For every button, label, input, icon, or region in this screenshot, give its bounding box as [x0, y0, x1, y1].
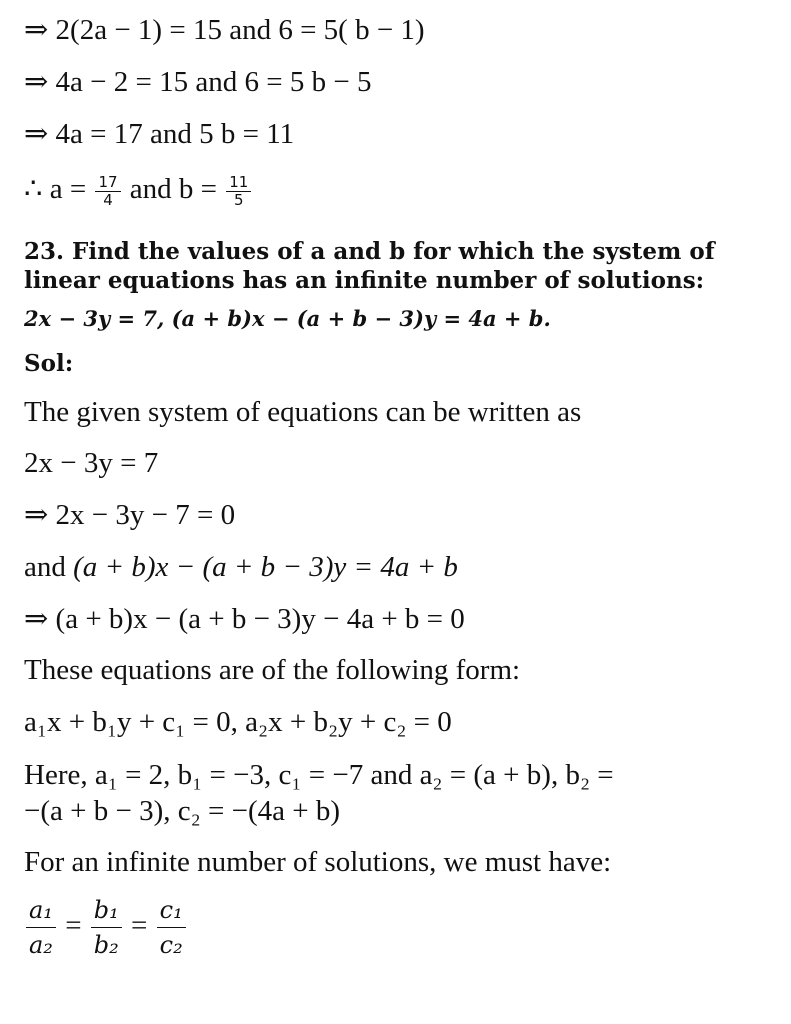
ratio-equation — [24, 897, 188, 959]
fraction-b-numerator: 11 — [226, 174, 251, 192]
result-mid: and b = — [129, 173, 218, 205]
ratio-a — [26, 897, 56, 959]
ratio-c-numerator: c₁ — [157, 897, 186, 928]
question-equation: 2x − 3y = 7, (a + b)x − (a + b − 3)y = 4a + b. — [24, 306, 551, 331]
ratio-c — [157, 897, 186, 959]
fraction-a — [95, 174, 120, 208]
equation-2-rearranged: ⇒ (a + b)x − (a + b − 3)y − 4a + b = 0 — [24, 603, 465, 635]
condition-text: For an infinite number of solutions, we must have: — [24, 846, 612, 878]
equation-2-expression: (a + b)x − (a + b − 3)y = 4a + b — [73, 551, 458, 583]
step-line-1: ⇒ 2(2a − 1) = 15 and 6 = 5( b − 1) — [24, 14, 425, 46]
form-text: These equations are of the following form: — [24, 654, 521, 686]
equation-2-prefix: and — [24, 551, 66, 583]
general-form: a₁x + b₁y + c₁ = 0, a₂x + b₂y + c₂ = 0 — [24, 706, 452, 738]
ratio-b-denominator: b₂ — [93, 931, 119, 960]
question-text: 23. Find the values of a and b for which the system of linear equations has an infinite number of solutions: — [24, 238, 715, 294]
solution-intro: The given system of equations can be written as — [24, 396, 582, 428]
ratio-b — [91, 897, 122, 959]
fraction-b-denominator: 5 — [234, 190, 244, 209]
solution-label: Sol: — [24, 350, 74, 377]
step-line-3: ⇒ 4a = 17 and 5 b = 11 — [24, 118, 295, 150]
equation-2 — [24, 550, 458, 584]
equation-1: 2x − 3y = 7 — [24, 447, 159, 479]
here-line-1: Here, a₁ = 2, b₁ = −3, c₁ = −7 and a₂ = (a + b), b₂ = — [24, 759, 614, 791]
equation-1-rearranged: ⇒ 2x − 3y − 7 = 0 — [24, 499, 236, 531]
ratio-a-denominator: a₂ — [29, 931, 53, 960]
ratio-a-numerator: a₁ — [26, 897, 56, 928]
result-line — [24, 172, 253, 208]
fraction-b — [226, 174, 251, 208]
equals-sign: = — [65, 909, 82, 942]
step-line-2: ⇒ 4a − 2 = 15 and 6 = 5 b − 5 — [24, 66, 372, 98]
fraction-a-denominator: 4 — [103, 190, 113, 209]
here-line-2: −(a + b − 3), c₂ = −(4a + b) — [24, 795, 340, 827]
fraction-a-numerator: 17 — [95, 174, 120, 192]
result-prefix: ∴ a = — [24, 173, 87, 205]
equals-sign: = — [131, 909, 148, 942]
ratio-b-numerator: b₁ — [91, 897, 122, 928]
ratio-c-denominator: c₂ — [159, 931, 183, 960]
